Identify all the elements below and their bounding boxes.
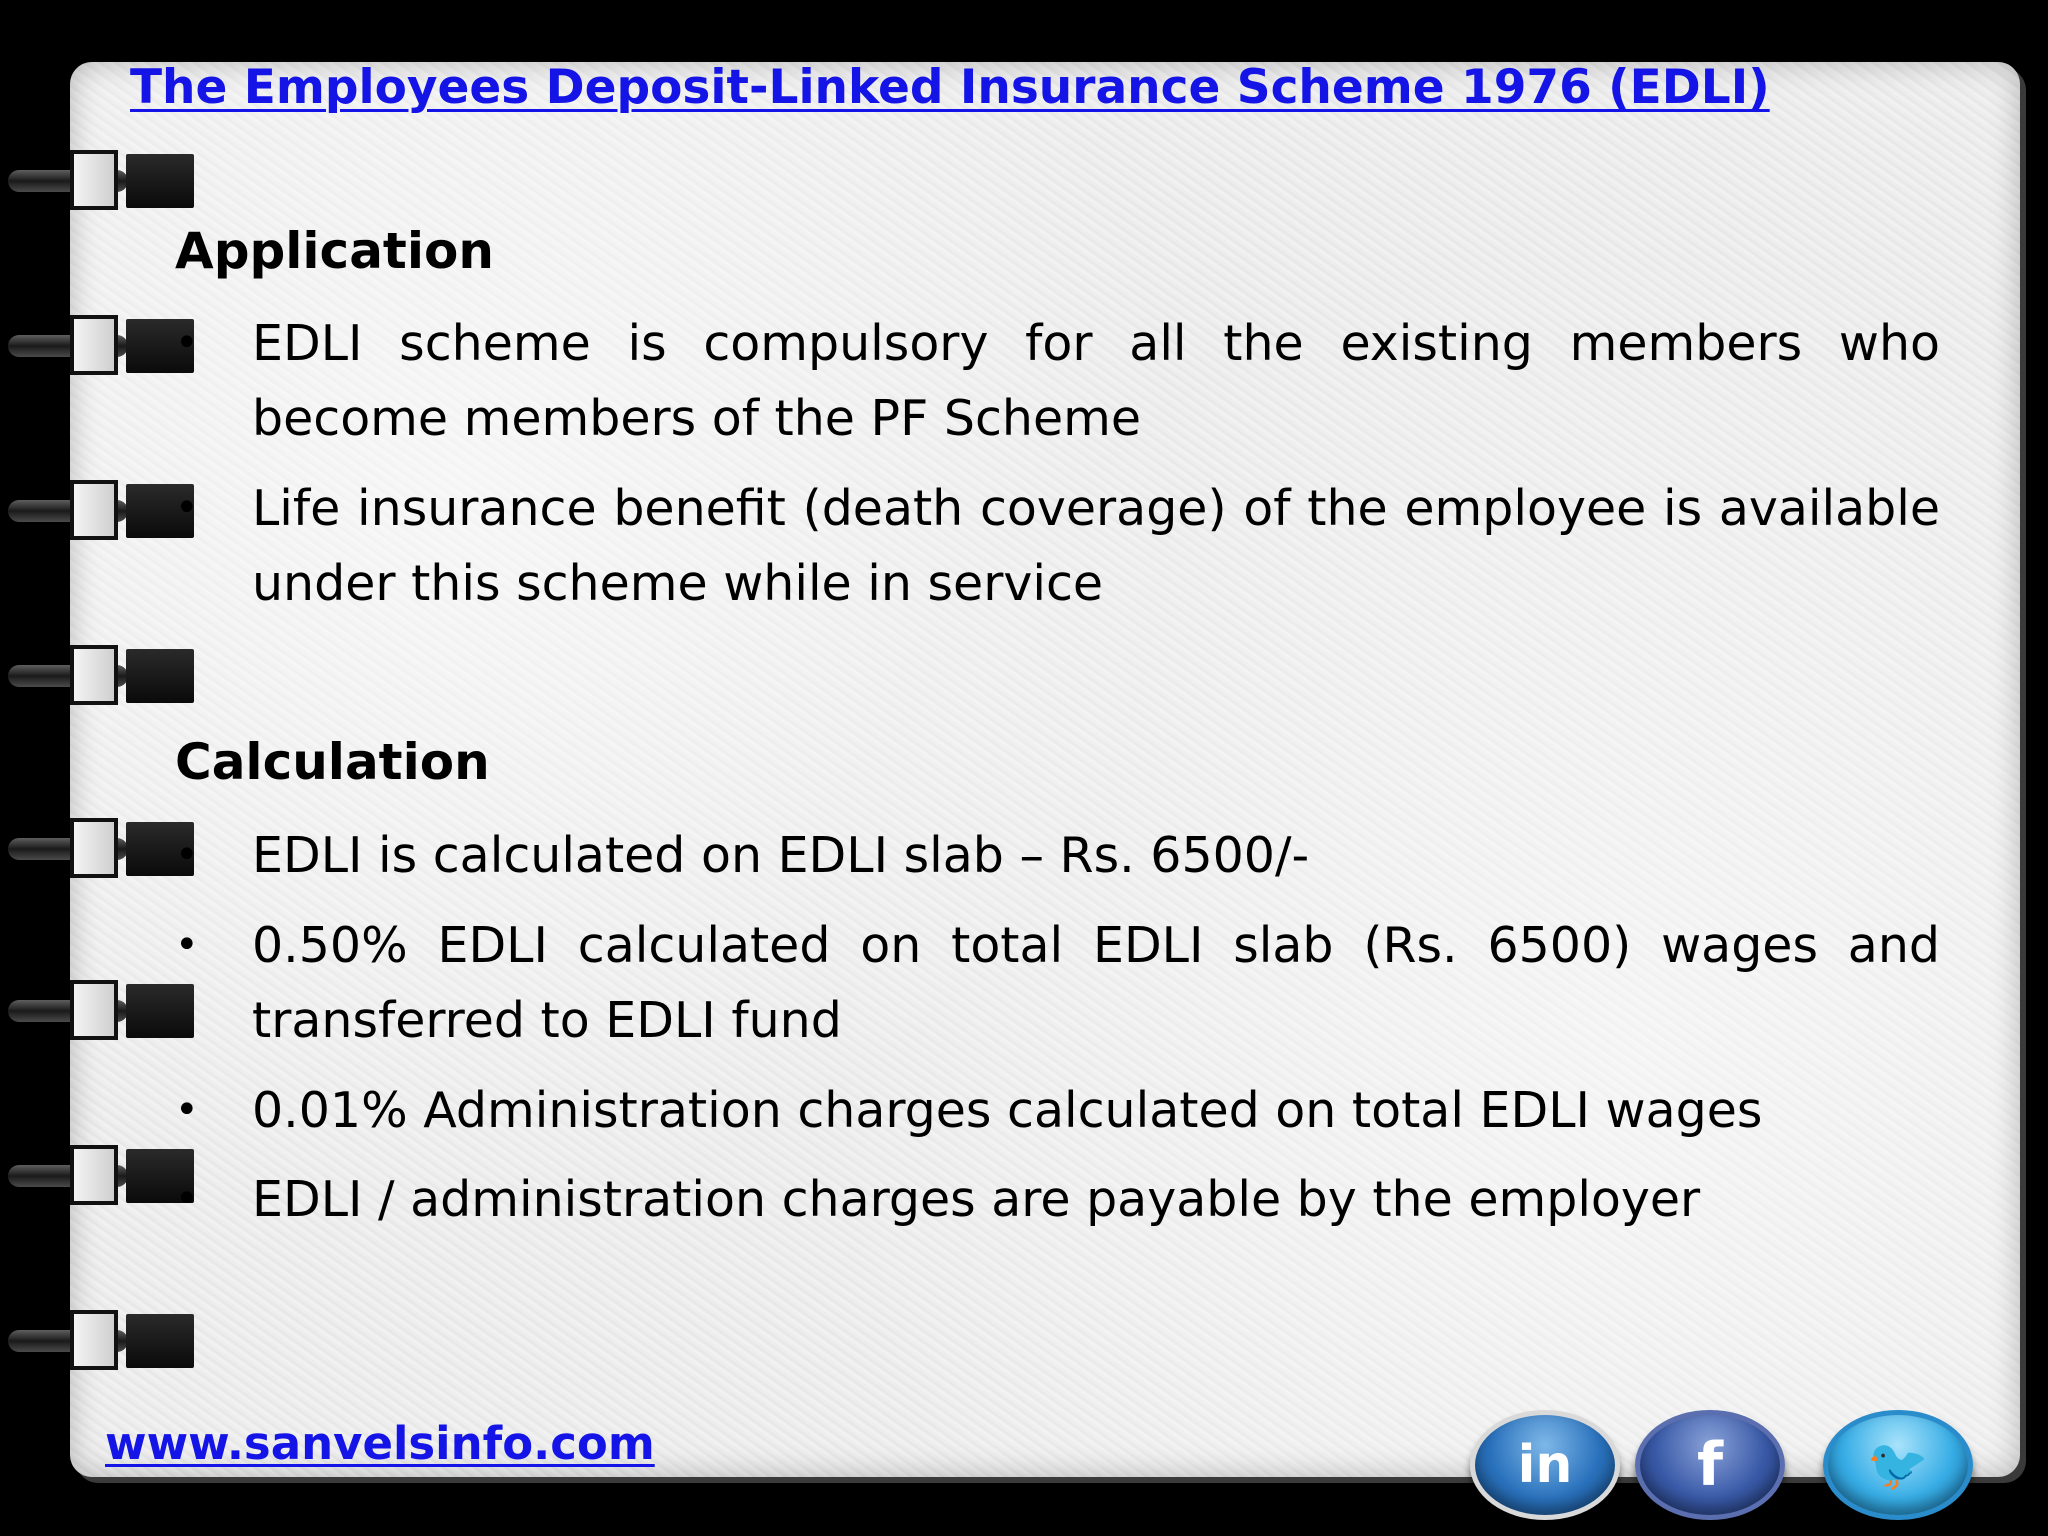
list-item (175, 1073, 1940, 1148)
section-heading-application: Application (175, 222, 494, 280)
list-item (175, 306, 1940, 456)
bullet-text: 0.50% EDLI calculated on total EDLI slab (Rs. 6500) wages and transferred to EDLI fund (252, 917, 1940, 1049)
facebook-icon: f (1696, 1430, 1724, 1500)
twitter-button[interactable] (1823, 1410, 1973, 1520)
bullet-icon: • (175, 1087, 199, 1133)
section-heading-calculation: Calculation (175, 733, 490, 791)
slide-title[interactable]: The Employees Deposit-Linked Insurance Scheme 1976 (EDLI) (130, 60, 1770, 115)
list-item (175, 818, 1940, 893)
bullet-text: EDLI / administration charges are payable by the employer (252, 1171, 1701, 1228)
twitter-icon: 🐦 (1866, 1435, 1930, 1494)
bullet-text: 0.01% Administration charges calculated on total EDLI wages (252, 1082, 1763, 1139)
linkedin-button[interactable] (1470, 1410, 1620, 1520)
list-item (175, 908, 1940, 1058)
list-item (175, 471, 1940, 621)
list-item (175, 1162, 1940, 1237)
binding-ring (8, 150, 188, 210)
binding-ring (8, 315, 188, 375)
bullet-text: Life insurance benefit (death coverage) of the employee is available under this scheme while in service (252, 480, 1940, 612)
bullet-icon: • (175, 832, 199, 878)
binding-ring (8, 1145, 188, 1205)
website-link[interactable]: www.sanvelsinfo.com (105, 1417, 655, 1470)
facebook-button[interactable] (1635, 1410, 1785, 1520)
bullet-text: EDLI scheme is compulsory for all the existing members who become members of the PF Scheme (252, 315, 1940, 447)
bullet-icon: • (175, 485, 199, 531)
bullet-icon: • (175, 922, 199, 968)
binding-ring (8, 645, 188, 705)
binding-ring (8, 480, 188, 540)
binding-ring (8, 1310, 188, 1370)
bullet-icon: • (175, 320, 199, 366)
linkedin-icon: in (1517, 1435, 1573, 1495)
bullet-text: EDLI is calculated on EDLI slab – Rs. 6500/- (252, 827, 1310, 884)
bullet-icon: • (175, 1176, 199, 1222)
binding-ring (8, 818, 188, 878)
binding-ring (8, 980, 188, 1040)
